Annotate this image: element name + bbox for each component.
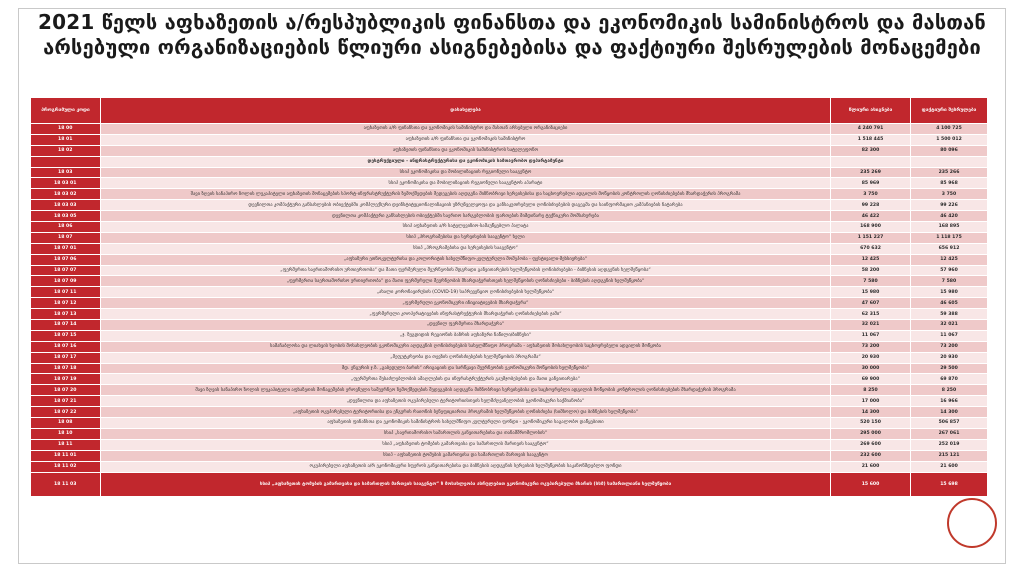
cell-annual-allocation: 12 425 (831, 254, 911, 265)
cell-name: „დევნილ ფერმერთა მხარდაჭერა“ (101, 320, 831, 331)
table-row (31, 134, 988, 145)
cell-actual-execution: 168 895 (911, 222, 988, 233)
table-row (31, 320, 988, 331)
table-row (31, 439, 988, 450)
cell-actual-execution: 69 870 (911, 374, 988, 385)
cell-name: „ფერმერული ეკონომიკური ინიციატივების მხარდაჭერა“ (101, 298, 831, 309)
cell-name: „ფერმერთა შესაძლებლობის ამაღლების და ინფრასტრუქტურის გაუმჯობესების და მათი განვითარება“ (101, 374, 831, 385)
cell-code: 18 07 07 (31, 265, 101, 276)
table-header-row (31, 98, 988, 124)
cell-actual-execution: 32 021 (911, 320, 988, 331)
cell-actual-execution: 3 750 (911, 189, 988, 200)
cell-name: დევნილთა კომპაქტური განსახლების ობიექტებში საერთო სარგებლობის ფართების მიმდინარე ტექნიკური მომსახურება (101, 211, 831, 222)
cell-annual-allocation: 235 269 (831, 167, 911, 178)
cell-code: 18 07 14 (31, 320, 101, 331)
cell-annual-allocation: 20 930 (831, 352, 911, 363)
cell-actual-execution: 8 250 (911, 385, 988, 396)
cell-name: „აფხაზეთის ოკუპირებული ტერიტორიისა და ენგურის რაიონის ბენეფიციართა პროგრამის ხელშეწყობის ღონისძიება (სიმბოლო) და ბიზნესის ხელშეწყობა“ (101, 407, 831, 418)
cell-annual-allocation: 670 632 (831, 243, 911, 254)
cell-actual-execution: 506 857 (911, 418, 988, 429)
cell-annual-allocation: 99 228 (831, 200, 911, 211)
table-row (31, 145, 988, 156)
cell-name: მდ. ენგურის ჯ.ზ. „გაბედული ბარის“ ირიგაციის და სარწყავი მეურნეობის ეკონომიკური მოწყობის ხელშეწყობა“ (101, 363, 831, 374)
cell-name: აფხაზეთის ა/რ ფინანსთა და ეკონომიკის სამინისტრო და მასთან არსებული ორგანიზაციები (101, 124, 831, 135)
cell-annual-allocation: 295 000 (831, 428, 911, 439)
cell-name: აფხაზეთის ფინანსთა და ეკონომიკის სამინისტროს სატელეფონო (101, 145, 831, 156)
cell-name: სსიპ ეკონომიკისა და მობილიზაციის რეგიონული სააგენტოს აპარატი (101, 178, 831, 189)
table-row (31, 428, 988, 439)
cell-code: 18 11 02 (31, 461, 101, 472)
table-row (31, 276, 988, 287)
cell-annual-allocation: 17 000 (831, 396, 911, 407)
cell-code: 18 07 01 (31, 243, 101, 254)
table-row (31, 167, 988, 178)
table-row (31, 341, 988, 352)
table-row (31, 200, 988, 211)
cell-name: აფხაზეთის ა/რ ფინანსთა და ეკონომიკის სამინისტრო (101, 134, 831, 145)
table-row (31, 124, 988, 135)
table-row (31, 374, 988, 385)
cell-name: „ფერმერთა საერთაშორისო ურთიერთობა“ და მათი ფერმერული მეურნეობის მდგრადი განვითარების ხელშეწყობის ღონისძიებები - ბიზნესის აღდგენის ხელშეწყობა“ (101, 265, 831, 276)
cell-actual-execution: 1 500 012 (911, 134, 988, 145)
cell-annual-allocation: 32 021 (831, 320, 911, 331)
table-row (31, 189, 988, 200)
cell-actual-execution: 46 420 (911, 211, 988, 222)
table-row (31, 363, 988, 374)
cell-actual-execution: 80 096 (911, 145, 988, 156)
cell-code: 18 07 11 (31, 287, 101, 298)
cell-actual-execution (911, 156, 988, 167)
cell-actual-execution: 15 980 (911, 287, 988, 298)
page-title: 2021 წელს აფხაზეთის ა/რესპუბლიკის ფინანსთა და ეკონომიკის სამინისტროს და მასთან არსებული ორგანიზაციების წლიური ასიგნებებისა და ფაქტიური შესრულების მონაცემები (38, 10, 986, 59)
cell-code: 18 07 16 (31, 341, 101, 352)
cell-name: სამაჩაბლოსა და ლიახვის ხეობის მოსახლეობის ეკონომიკური აღდგენის ღონისძიებების სახელმწიფო პროგრამა - აფხაზეთის მოსახლეობის საცხოვრებელი ადგილის მოწყობა (101, 341, 831, 352)
table-row (31, 178, 988, 189)
cell-code: 18 00 (31, 124, 101, 135)
cell-name: შავი ზღვის სანაპირო ზოლის ლუკაპიტელი აფხაზეთის მონაცემების სპორტ-ინფრასტრუქტურის ზემოქმედების შედეგების აღდგენა მიზნობრივი სერვისებისა და საცხოვრებლი ადგილის მოწყობის კონტროლის ღონისძიებების მხარდაჭერის პროგრამა (101, 189, 831, 200)
cell-annual-allocation: 73 200 (831, 341, 911, 352)
table-row (31, 232, 988, 243)
cell-actual-execution: 59 388 (911, 309, 988, 320)
cell-annual-allocation: 62 315 (831, 309, 911, 320)
table-row (31, 330, 988, 341)
cell-code: 18 08 (31, 418, 101, 429)
cell-actual-execution: 15 698 (911, 472, 988, 496)
cell-annual-allocation: 47 607 (831, 298, 911, 309)
budget-table (30, 97, 988, 497)
cell-name: სსიპ ეკონომიკისა და მობილიზაციის რეგიონული სააგენტო (101, 167, 831, 178)
cell-name: ოკუპირებული აფხაზეთის ა/რ ეკონომიკური სფეროს განვითარებისა და ბიზნესის აღდგენის სერვისის ხელშეწყობის საკანონმდებლო ფონდი (101, 461, 831, 472)
cell-code: 18 07 21 (31, 396, 101, 407)
cell-annual-allocation: 232 600 (831, 450, 911, 461)
cell-name: „ჯ. ზუგდიდის რეგიონის ბაზრის აფხაზური ნაწილი/ბიზნესი“ (101, 330, 831, 341)
cell-actual-execution: 21 600 (911, 461, 988, 472)
cell-code: 18 07 12 (31, 298, 101, 309)
cell-code: 18 07 13 (31, 309, 101, 320)
cell-code: 18 10 (31, 428, 101, 439)
table-row (31, 450, 988, 461)
table-row (31, 156, 988, 167)
cell-annual-allocation: 7 580 (831, 276, 911, 287)
table-row (31, 472, 988, 496)
cell-name: „ახალი კორონავირუსის (COVID-19) საპრევენციო ღონისძიებების ხელშეწყობა“ (101, 287, 831, 298)
cell-annual-allocation: 21 600 (831, 461, 911, 472)
cell-annual-allocation: 8 250 (831, 385, 911, 396)
cell-annual-allocation: 15 980 (831, 287, 911, 298)
cell-code: 18 07 09 (31, 276, 101, 287)
cell-code: 18 07 22 (31, 407, 101, 418)
cell-annual-allocation: 58 200 (831, 265, 911, 276)
cell-actual-execution: 14 300 (911, 407, 988, 418)
header-name: დასახელება (101, 98, 831, 124)
cell-name: „აფხაზური ეთნოკულტურისა და კოლორიტის სახელმწიფო-კულტურული მომეპობა - ფესტივალი-მეხსიერება“ (101, 254, 831, 265)
cell-actual-execution: 57 960 (911, 265, 988, 276)
cell-annual-allocation: 46 422 (831, 211, 911, 222)
cell-name: სსიპ „პროგრამებისა და სერვისების სააგენტო“ ხელი (101, 232, 831, 243)
cell-name: შავი ზღვის სანაპირო ზოლის ლუკაპიტელი აფხაზეთის მონაცემების ეროვნული სამეურნეო ზემოქმედების შედეგების აღდგენა მიზნობრივი სერვისებისა და საცხოვრებლი ადგილის მოწყობის კონტროლის ღონისძიებების მხარდაჭერის პროგრამა (101, 385, 831, 396)
cell-annual-allocation: 11 067 (831, 330, 911, 341)
cell-name: სსიპ - აფხაზეთის ტომების გამართვისა და სამართლის მართვის სააგენტო (101, 450, 831, 461)
table-row (31, 222, 988, 233)
cell-actual-execution: 656 912 (911, 243, 988, 254)
cell-annual-allocation: 30 000 (831, 363, 911, 374)
cell-annual-allocation (831, 156, 911, 167)
cell-code: 18 07 06 (31, 254, 101, 265)
cell-code: 18 07 20 (31, 385, 101, 396)
cell-actual-execution: 11 067 (911, 330, 988, 341)
table-row (31, 407, 988, 418)
cell-actual-execution: 73 200 (911, 341, 988, 352)
table-row (31, 265, 988, 276)
table-row (31, 385, 988, 396)
header-annual-allocation: წლიური ასიგნება (831, 98, 911, 124)
cell-code: 18 03 03 (31, 200, 101, 211)
table-row (31, 298, 988, 309)
cell-code: 18 11 (31, 439, 101, 450)
table-row (31, 418, 988, 429)
cell-annual-allocation: 15 600 (831, 472, 911, 496)
cell-code: 18 03 05 (31, 211, 101, 222)
cell-actual-execution: 12 425 (911, 254, 988, 265)
cell-code: 18 11 01 (31, 450, 101, 461)
cell-annual-allocation: 85 969 (831, 178, 911, 189)
cell-code (31, 156, 101, 167)
header-code: პროგრამული კოდი (31, 98, 101, 124)
cell-actual-execution: 85 968 (911, 178, 988, 189)
cell-actual-execution: 7 580 (911, 276, 988, 287)
cell-actual-execution: 99 226 (911, 200, 988, 211)
cell-code: 18 07 15 (31, 330, 101, 341)
cell-annual-allocation: 3 750 (831, 189, 911, 200)
cell-name: სსიპ „აფხაზეთის ტომების გამართვისა და სამართლის მართვის სააგენტო“ (101, 439, 831, 450)
cell-actual-execution: 20 930 (911, 352, 988, 363)
cell-code: 18 07 19 (31, 374, 101, 385)
cell-actual-execution: 16 966 (911, 396, 988, 407)
cell-name: აფხაზეთის ფინანსთა და ეკონომიკის სამინისტროს სახელმწიფო კულტურული ფონდი - ეკონომიკური საგალობო დაწყებითი (101, 418, 831, 429)
cell-name: სსიპ აფხაზეთის ა/რ სატელევიზიო-სამაუწყებლო პალატა (101, 222, 831, 233)
cell-actual-execution: 29 500 (911, 363, 988, 374)
cell-actual-execution: 1 118 175 (911, 232, 988, 243)
cell-annual-allocation: 520 150 (831, 418, 911, 429)
table-row (31, 396, 988, 407)
cell-code: 18 07 17 (31, 352, 101, 363)
table-row (31, 243, 988, 254)
cell-code: 18 11 03 (31, 472, 101, 496)
cell-name: „ფერმერული კოოპერატივების ინფრასტრუქტურის მხარდაჭერის ღონისძიებების ჯამი“ (101, 309, 831, 320)
cell-code: 18 02 (31, 145, 101, 156)
cell-code: 18 07 (31, 232, 101, 243)
cell-actual-execution: 215 121 (911, 450, 988, 461)
cell-annual-allocation: 4 240 791 (831, 124, 911, 135)
table-row (31, 211, 988, 222)
cell-name: დევნილთა კომპაქტური განსახლების ობიექტებში კომპლექსური დეინსტიტუციონალიზაციის უზრუნველყოფა და განსაკუთრებული ღონისძიებების დაგეგმა და საინფორმაციო კამპანიების ჩატარება (101, 200, 831, 211)
cell-annual-allocation: 1 518 445 (831, 134, 911, 145)
cell-code: 18 03 01 (31, 178, 101, 189)
cell-name: სსიპ „პროგრამებისა და სერვისების სააგენტო“ (101, 243, 831, 254)
cell-name: დესტრუქციული - ინფრასტრუქტურისა და ეკონომიკის სამთავრობო დეპარტამენტი (101, 156, 831, 167)
cell-code: 18 03 02 (31, 189, 101, 200)
table-row (31, 461, 988, 472)
table-row (31, 254, 988, 265)
cell-actual-execution: 267 061 (911, 428, 988, 439)
header-actual-execution: ფაქტიური შესრულება (911, 98, 988, 124)
cell-name: სსიპ „საერთაშორისო სამართლის განვითარებისა და თანამშრომლობის“ (101, 428, 831, 439)
cell-actual-execution: 4 100 725 (911, 124, 988, 135)
table-row (31, 287, 988, 298)
cell-name: „ფერმერთა საერთაშორისო ურთიერთობა“ და მათი ფერმერული მეურნეობის მხარდაჭერისთვის ხელშეწყობის ღონისძიებები - ბიზნესის აღდგენის ხელშეწყობა“ (101, 276, 831, 287)
decorative-circle (947, 498, 997, 548)
cell-annual-allocation: 168 900 (831, 222, 911, 233)
cell-annual-allocation: 69 900 (831, 374, 911, 385)
cell-annual-allocation: 1 151 227 (831, 232, 911, 243)
cell-annual-allocation: 269 600 (831, 439, 911, 450)
cell-actual-execution: 252 019 (911, 439, 988, 450)
cell-name: სსიპ „აფხაზეთის ტომების გამართვისა და სამართლის მართვის სააგენტო“ ზ მოსახლეობა ასრულებით ეკონომიკური ოკუპირებული მხარის (სსმ) სამართლიანი ხელშეწყობა (101, 472, 831, 496)
cell-actual-execution: 46 605 (911, 298, 988, 309)
cell-code: 18 01 (31, 134, 101, 145)
cell-name: „მეფუტკრეობა და თევზის ღონისძიებების ხელშეწყობის პროგრამა“ (101, 352, 831, 363)
cell-name: „დევნილთა და აფხაზეთის ოკუპირებული ტერიტორიისთვის ხელმძღვანელობის ეკონომიკური საქმიანობა“ (101, 396, 831, 407)
cell-code: 18 06 (31, 222, 101, 233)
cell-actual-execution: 235 266 (911, 167, 988, 178)
cell-annual-allocation: 14 300 (831, 407, 911, 418)
cell-code: 18 07 18 (31, 363, 101, 374)
cell-code: 18 03 (31, 167, 101, 178)
table-row (31, 352, 988, 363)
table-row (31, 309, 988, 320)
cell-annual-allocation: 82 300 (831, 145, 911, 156)
